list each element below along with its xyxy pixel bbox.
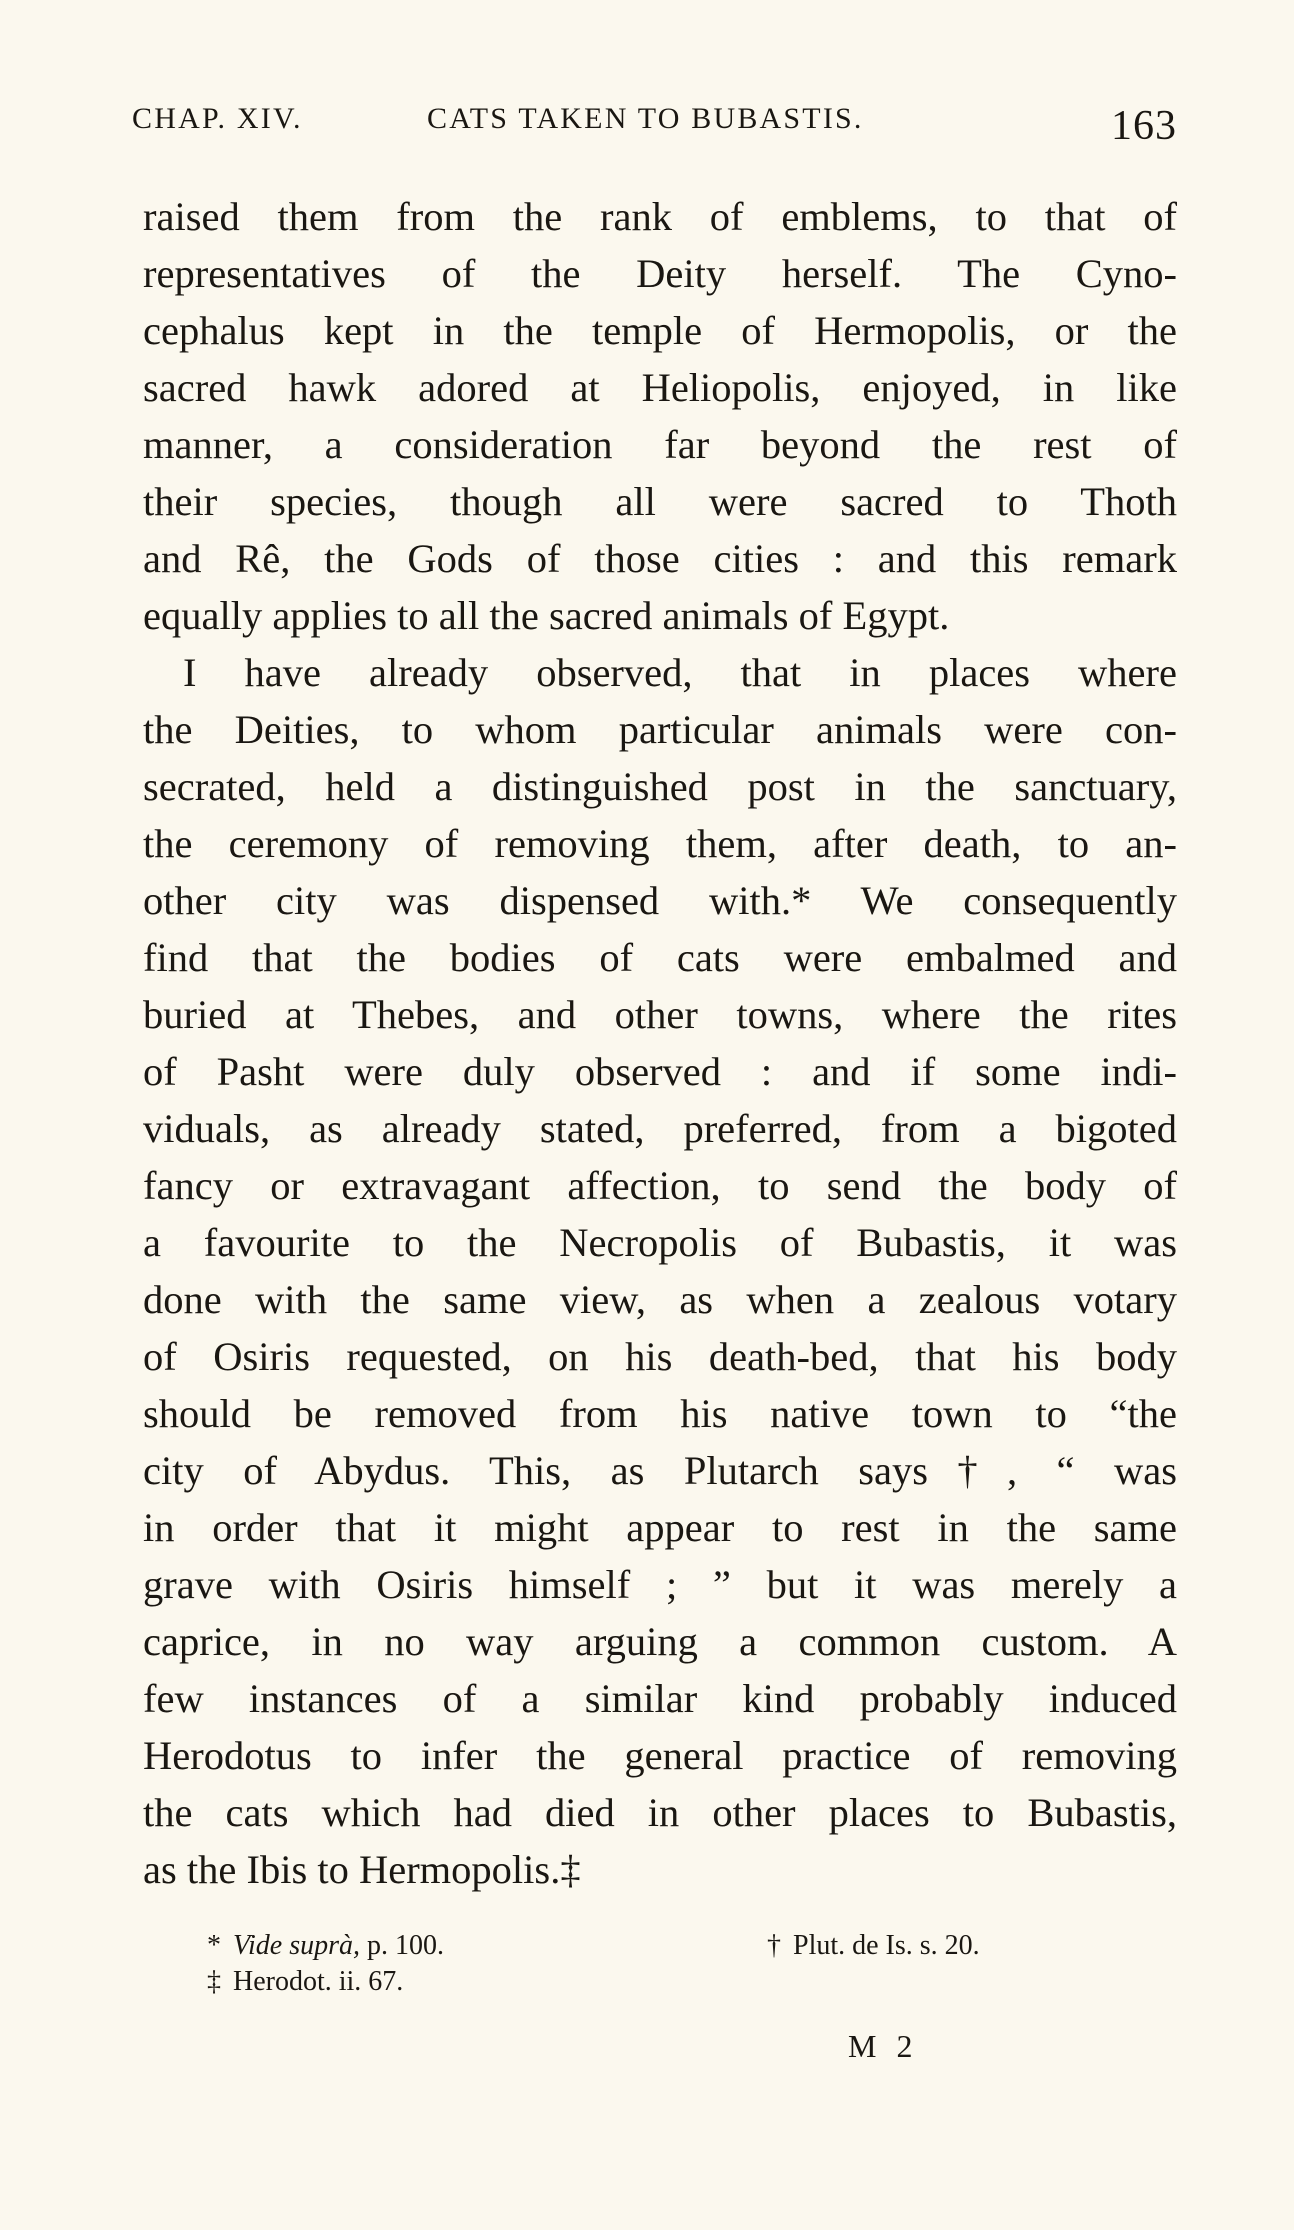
text-line: cephalus kept in the temple of Hermopolis, or the (143, 308, 1177, 353)
text-line: their species, though all were sacred to Thoth (143, 479, 1177, 524)
text-line: the cats which had died in other places to Bubastis, (143, 1790, 1177, 1835)
footnote-row (207, 1964, 1127, 2000)
body-text (143, 188, 1177, 1898)
running-head (132, 102, 1177, 152)
text-line: raised them from the rank of emblems, to that of (143, 194, 1177, 239)
footnote-text: Herodot. ii. 67. (233, 1966, 404, 1997)
text-line: of Pasht were duly observed : and if some indi- (143, 1049, 1177, 1094)
text-line: a favourite to the Necropolis of Bubastis, it was (143, 1220, 1177, 1265)
text-line: and Rê, the Gods of those cities : and this remark (143, 536, 1177, 581)
footnote-row (207, 1928, 1127, 1964)
text-line: done with the same view, as when a zealous votary (143, 1277, 1177, 1322)
text-line: secrated, held a distinguished post in the sanctuary, (143, 764, 1177, 809)
footnote-text: p. 100. (367, 1930, 445, 1961)
text-line: of Osiris requested, on his death-bed, that his body (143, 1334, 1177, 1379)
text-line: sacred hawk adored at Heliopolis, enjoyed, in like (143, 365, 1177, 410)
text-line: the ceremony of removing them, after death, to an- (143, 821, 1177, 866)
text-line: grave with Osiris himself ; ” but it was merely a (143, 1562, 1177, 1607)
text-line: in order that it might appear to rest in the same (143, 1505, 1177, 1550)
text-line: city of Abydus. This, as Plutarch says†, “ was (143, 1448, 1177, 1493)
text-line: find that the bodies of cats were embalmed and (143, 935, 1177, 980)
text-line: caprice, in no way arguing a common custom. A (143, 1619, 1177, 1664)
text-line: representatives of the Deity herself. The Cyno- (143, 251, 1177, 296)
footnote-mark-dagger: † (767, 1930, 781, 1961)
signature-mark: M 2 (848, 2028, 919, 2064)
text-line: other city was dispensed with.* We consequently (143, 878, 1177, 923)
footnote-text: Plut. de Is. s. 20. (793, 1930, 980, 1961)
footnote-italic: Vide suprà, (233, 1930, 361, 1961)
text-line: I have already observed, that in places where (183, 650, 1177, 695)
footnotes (207, 1928, 1127, 2000)
text-line: equally applies to all the sacred animals of Egypt. (143, 593, 950, 638)
footnote-herodotus (207, 1964, 403, 2000)
text-line: few instances of a similar kind probably induced (143, 1676, 1177, 1721)
text-line: Herodotus to infer the general practice of removing (143, 1733, 1177, 1778)
text-line: buried at Thebes, and other towns, where the rites (143, 992, 1177, 1037)
text-line: viduals, as already stated, preferred, from a bigoted (143, 1106, 1177, 1151)
footnote-vide-supra (207, 1928, 444, 1964)
running-title: CATS TAKEN TO BUBASTIS. (427, 102, 864, 135)
footnote-mark-double-dagger: ‡ (207, 1966, 221, 1997)
text-line: the Deities, to whom particular animals were con- (143, 707, 1177, 752)
page-number: 163 (1111, 103, 1177, 149)
footnote-plutarch (767, 1928, 980, 1964)
text-line: should be removed from his native town to “the (143, 1391, 1177, 1436)
text-line: manner, a consideration far beyond the rest of (143, 422, 1177, 467)
text-line: fancy or extravagant affection, to send the body of (143, 1163, 1177, 1208)
footnote-mark-asterisk: * (207, 1930, 221, 1961)
chapter-label: CHAP. XIV. (132, 102, 303, 135)
text-line: as the Ibis to Hermopolis.‡ (143, 1847, 581, 1892)
